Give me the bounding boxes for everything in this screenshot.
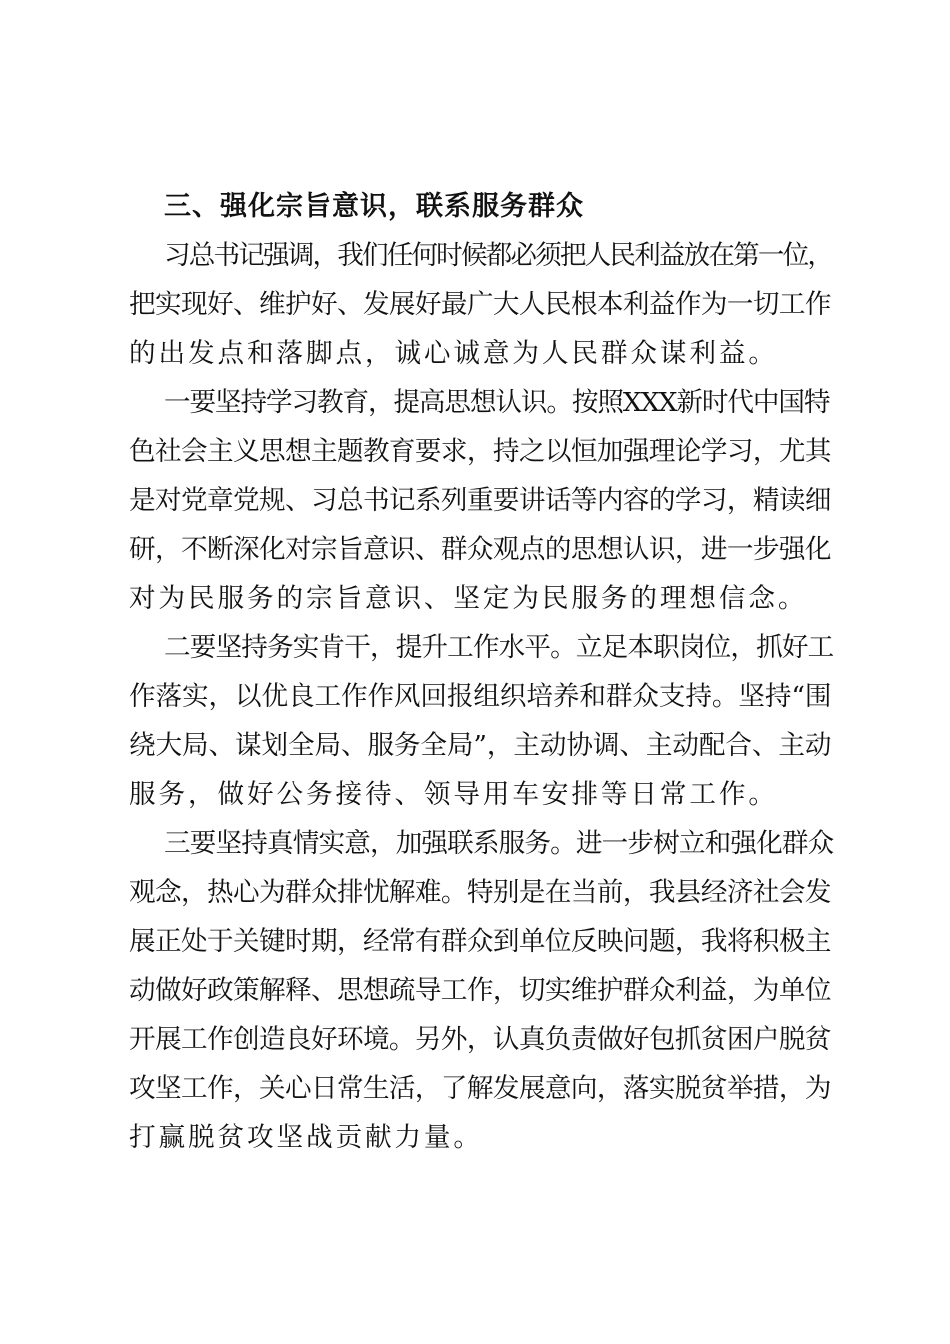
paragraph-line: 服务，做好公务接待、领导用车安排等日常工作。	[129, 779, 778, 810]
paragraph-line: 色社会主义思想主题教育要求，持之以恒加强理论学习，尤其	[129, 436, 831, 467]
paragraph-line: 作落实，以优良工作作风回报组织培养和群众支持。坚持“围	[129, 681, 832, 712]
paragraph-line: 对为民服务的宗旨意识、坚定为民服务的理想信念。	[129, 583, 808, 614]
paragraph-service	[129, 819, 834, 1162]
paragraph-line: 的出发点和落脚点，诚心诚意为人民群众谋利益。	[129, 338, 778, 369]
paragraph-work	[129, 623, 834, 819]
paragraph-line: 研，不断深化对宗旨意识、群众观点的思想认识，进一步强化	[129, 534, 831, 565]
paragraph-line: 一要坚持学习教育，提高思想认识。按照XXX新时代中国特	[164, 387, 830, 418]
document-body	[129, 182, 834, 1162]
paragraph-line: 是对党章党规、习总书记系列重要讲话等内容的学习，精读细	[129, 485, 831, 516]
paragraph-line: 动做好政策解释、思想疏导工作，切实维护群众利益，为单位	[129, 975, 831, 1006]
paragraph-line: 三要坚持真情实意，加强联系服务。进一步树立和强化群众	[164, 828, 834, 859]
paragraph-line: 攻坚工作，关心日常生活，了解发展意向，落实脱贫举措，为	[129, 1073, 831, 1104]
paragraph-intro	[129, 231, 834, 378]
paragraph-line: 绕大局、谋划全局、服务全局”，主动协调、主动配合、主动	[129, 730, 832, 761]
paragraph-line: 习总书记强调，我们任何时候都必须把人民利益放在第一位，	[164, 240, 833, 271]
paragraph-line: 观念，热心为群众排忧解难。特别是在当前，我县经济社会发	[129, 877, 831, 908]
paragraph-study	[129, 378, 834, 623]
paragraph-line: 开展工作创造良好环境。另外，认真负责做好包抓贫困户脱贫	[129, 1024, 831, 1055]
section-heading: 三、强化宗旨意识，联系服务群众	[164, 191, 584, 222]
paragraph-line: 二要坚持务实肯干，提升工作水平。立足本职岗位，抓好工	[164, 632, 834, 663]
paragraph-line: 展正处于关键时期，经常有群众到单位反映问题，我将积极主	[129, 926, 831, 957]
paragraph-line: 把实现好、维护好、发展好最广大人民根本利益作为一切工作	[129, 289, 831, 320]
paragraph-line: 打赢脱贫攻坚战贡献力量。	[129, 1122, 483, 1153]
